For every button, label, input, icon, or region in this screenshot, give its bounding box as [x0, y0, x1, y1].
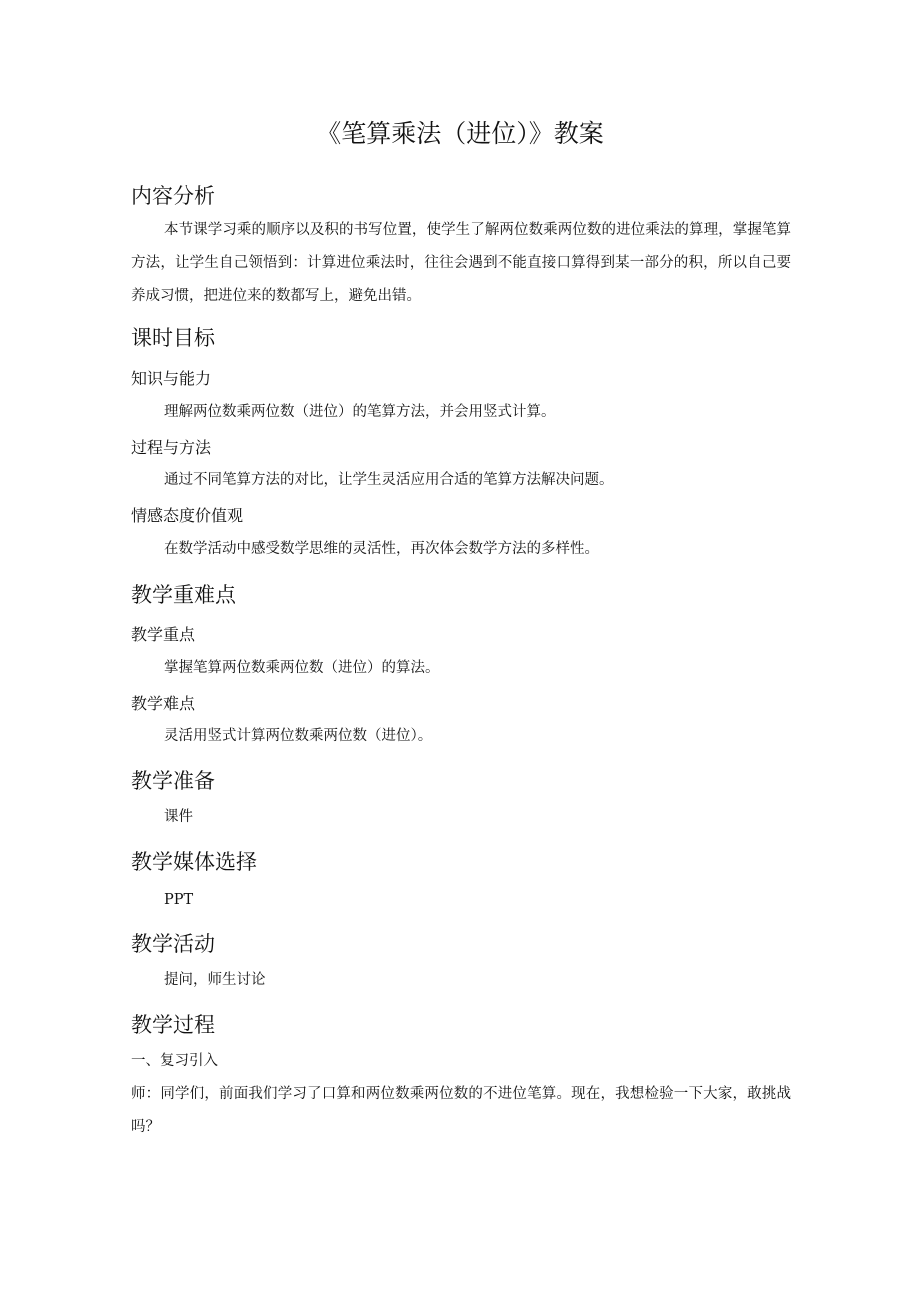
- heading-objectives: 课时目标: [131, 326, 215, 350]
- preparation-text: 课件: [164, 809, 193, 825]
- activities-text: 提问，师生讨论: [164, 972, 266, 988]
- media-text: PPT: [164, 892, 194, 908]
- content-analysis-paragraph: 本节课学习乘的顺序以及积的书写位置，使学生了解两位数乘两位数的进位乘法的算理，掌握笔算方法，让学生自己领悟到：计算进位乘法时，往往会遇到不能直接口算得到某一部分的积，所以自己要养成习惯，把进位来的数都写上，避免出错。: [131, 222, 791, 304]
- knowledge-text: 理解两位数乘两位数（进位）的笔算方法，并会用竖式计算。: [164, 404, 556, 420]
- subheading-process-method: 过程与方法: [131, 438, 212, 457]
- heading-process: 教学过程: [131, 1013, 215, 1037]
- heading-preparation: 教学准备: [131, 769, 215, 793]
- heading-content-analysis: 内容分析: [131, 184, 215, 208]
- heading-activities: 教学活动: [131, 932, 215, 956]
- subheading-focus: 教学重点: [131, 625, 196, 644]
- process-step: 一、复习引入: [131, 1053, 218, 1069]
- difficulty-text: 灵活用竖式计算两位数乘两位数（进位）。: [164, 728, 433, 744]
- process-method-text: 通过不同笔算方法的对比，让学生灵活应用合适的笔算方法解决问题。: [164, 472, 614, 488]
- process-paragraph: 师：同学们，前面我们学习了口算和两位数乘两位数的不进位笔算。现在，我想检验一下大家，敢挑战吗？: [131, 1086, 791, 1135]
- subheading-difficulty: 教学难点: [131, 694, 196, 713]
- document-title: 《笔算乘法（进位）》教案: [316, 119, 604, 148]
- heading-media: 教学媒体选择: [131, 850, 257, 874]
- attitude-values-text: 在数学活动中感受数学思维的灵活性，再次体会数学方法的多样性。: [164, 541, 599, 557]
- focus-text: 掌握笔算两位数乘两位数（进位）的算法。: [164, 660, 440, 676]
- subheading-attitude-values: 情感态度价值观: [131, 506, 244, 525]
- subheading-knowledge: 知识与能力: [131, 369, 212, 388]
- heading-key-points: 教学重难点: [131, 583, 236, 607]
